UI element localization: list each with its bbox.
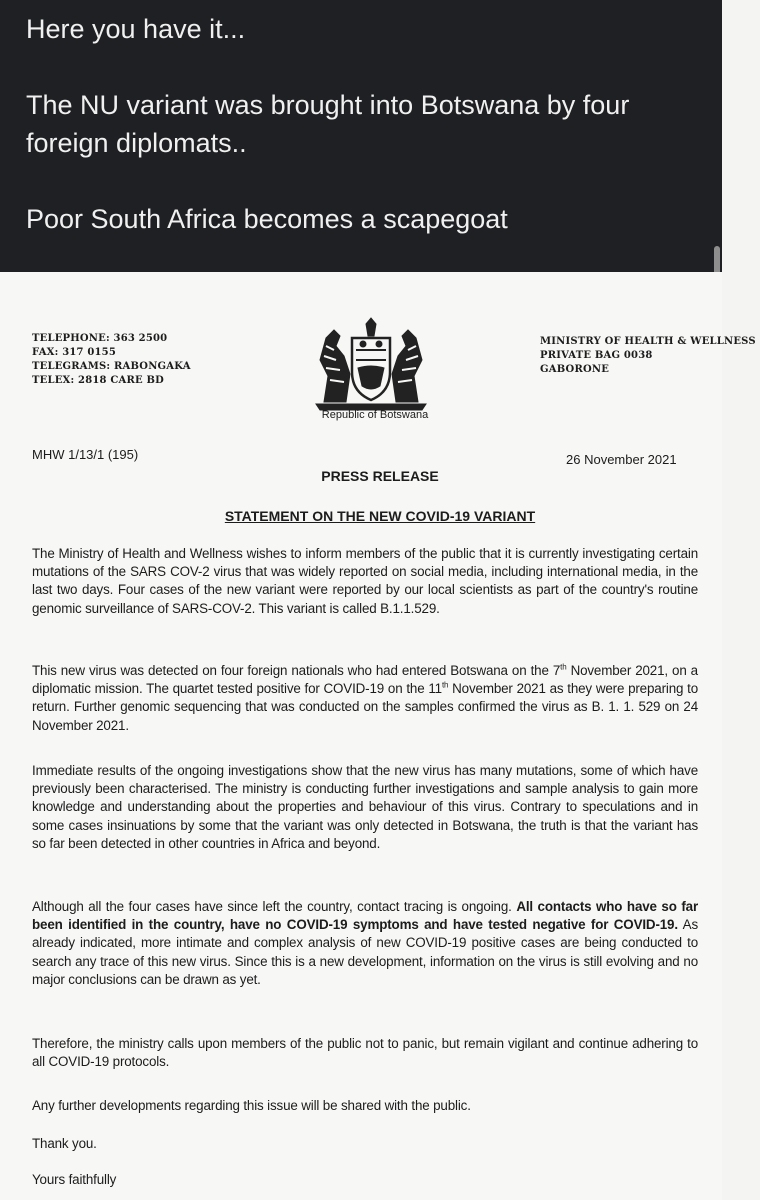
letterhead-contacts <box>32 332 191 388</box>
fax: FAX: 317 0155 <box>32 347 116 358</box>
paragraph-5: Therefore, the ministry calls upon members of the public not to panic, but remain vigilant and continue adhering to all COVID-19 protocols. <box>32 1036 698 1070</box>
paragraph-2-part-c: November 2021 as they were preparing to return. Further genomic sequencing that was conducted on the samples confirmed the virus as B. 1. 1. 529 on 24 November 2021. <box>32 681 699 733</box>
city: GABORONE <box>540 364 610 375</box>
paragraph-6: Any further developments regarding this issue will be shared with the public. <box>32 1098 471 1113</box>
paragraph-4-bold: All contacts who have so far been identified in the country, have no COVID-19 symptoms and have tested negative for COVID-19. <box>32 899 699 933</box>
telex: TELEX: 2818 CARE BD <box>32 375 165 386</box>
paragraph-3: Immediate results of the ongoing investigations show that the new virus has many mutations, some of which have previously been characterised. The ministry is conducting further investigations and sample analysis to gain more knowledge and understanding about the properties and behaviour of this virus. Contrary to speculations and in some cases insinuations by some that the variant was only detected in Botswana, the truth is that the variant has so far been detected in other countries in Africa and beyond. <box>32 763 698 851</box>
press-release-heading: PRESS RELEASE <box>321 468 439 484</box>
paragraph-2-part-a: This new virus was detected on four foreign nationals who had entered Botswana on the 7 <box>32 663 561 678</box>
telephone: TELEPHONE: 363 2500 <box>32 333 168 344</box>
paragraph-4-part-c: As already indicated, more intimate and complex analysis of new COVID-19 positive cases are being conducted to search any trace of this new virus. Since this is a new development, information on the virus is still evolving and no major conclusions can be drawn as yet. <box>32 917 698 987</box>
private-bag: PRIVATE BAG 0038 <box>540 350 653 361</box>
paragraph-2 <box>32 662 698 735</box>
statement-title: STATEMENT ON THE NEW COVID-19 VARIANT <box>224 508 536 524</box>
document-date: 26 November 2021 <box>566 452 677 467</box>
paragraph-1: The Ministry of Health and Wellness wishes to inform members of the public that it is currently investigating certain mutations of the SARS COV-2 virus that was widely reported on social media, including international media, in the last two days. Four cases of the new variant were reported by our local scientists as part of the country's routine genomic surveillance of SARS-COV-2. This variant is called B.1.1.529. <box>32 546 698 616</box>
caption-line-2: The NU variant was brought into Botswana by four foreign diplomats.. <box>26 90 630 158</box>
telegrams: TELEGRAMS: RABONGAKA <box>32 361 191 372</box>
ordinal-suffix: th <box>560 662 567 672</box>
caption-line-3: Poor South Africa becomes a scapegoat <box>26 204 508 234</box>
paragraph-4 <box>32 898 698 989</box>
ministry-name: MINISTRY OF HEALTH & WELLNESS <box>540 336 756 347</box>
ordinal-suffix: th <box>441 680 449 690</box>
press-release-document <box>0 272 756 1200</box>
closing-signoff: Yours faithfully <box>32 1172 117 1187</box>
paragraph-2-part-b: November 2021, on a diplomatic mission. The quartet tested positive for COVID-19 on the 11 <box>32 663 698 697</box>
closing-thanks: Thank you. <box>32 1136 97 1151</box>
paragraph-4-part-a: Although all the four cases have since left the country, contact tracing is ongoing. <box>32 899 517 914</box>
caption-line-1: Here you have it... <box>26 14 246 44</box>
coat-of-arms-icon <box>306 316 436 412</box>
reference-number: MHW 1/13/1 (195) <box>32 447 139 462</box>
republic-label: Republic of Botswana <box>321 409 429 421</box>
post-caption <box>0 0 722 272</box>
letterhead-address <box>540 335 756 377</box>
